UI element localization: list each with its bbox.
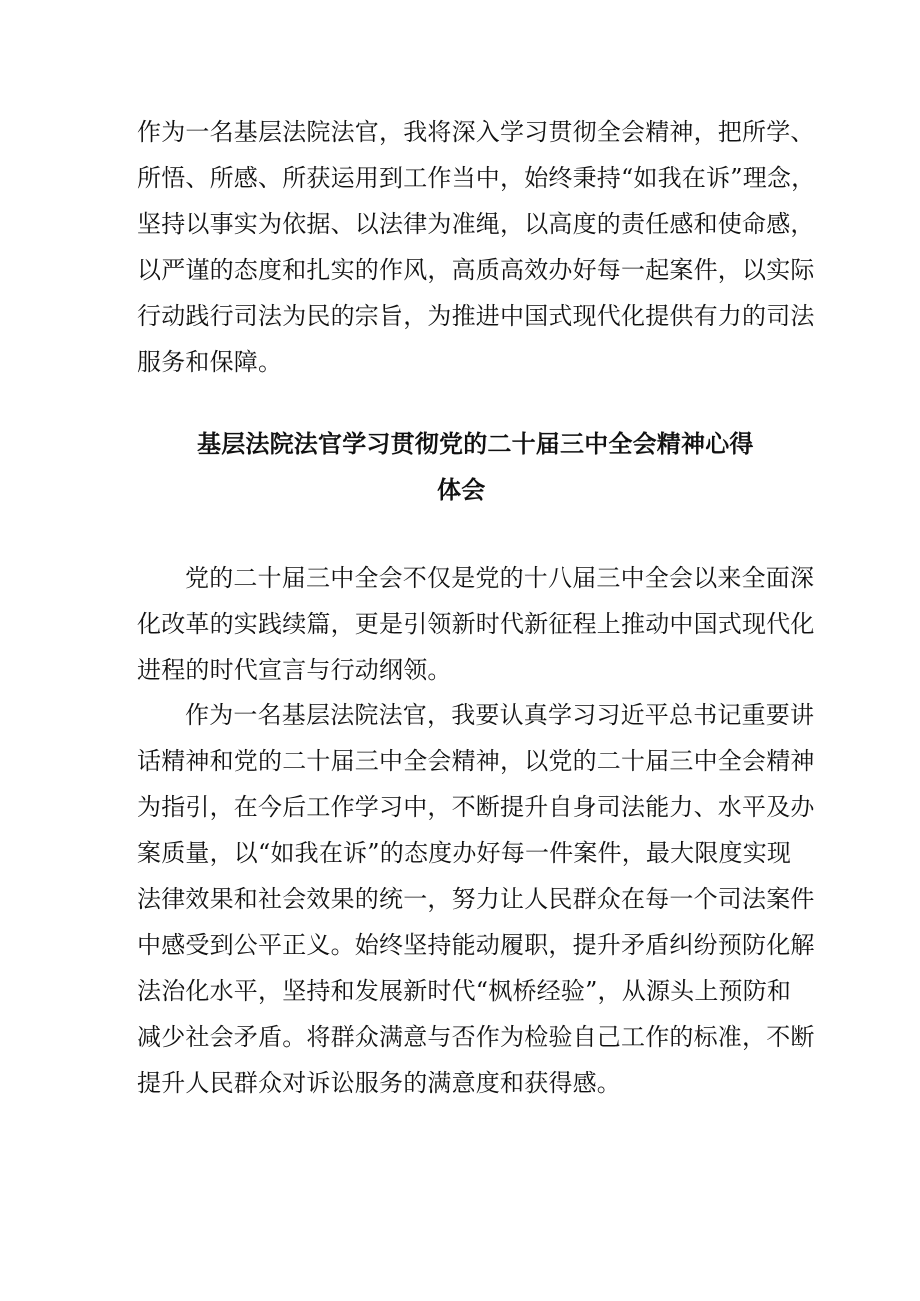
text-line: 中感受到公平正义。始终坚持能动履职，提升矛盾纠纷预防化解: [137, 931, 815, 959]
text-line: 法律效果和社会效果的统一，努力让人民群众在每一个司法案件: [137, 885, 815, 913]
text-line: 以严谨的态度和扎实的作风，高质高效办好每一起案件，以实际: [137, 256, 815, 284]
text-line: 作为一名基层法院法官，我将深入学习贯彻全会精神，把所学、: [137, 118, 815, 146]
text-line: 提升人民群众对诉讼服务的满意度和获得感。: [137, 1069, 621, 1097]
text-line: 坚持以事实为依据、以法律为准绳，以高度的责任感和使命感，: [137, 210, 815, 238]
text-line: 化改革的实践续篇，更是引领新时代新征程上推动中国式现代化: [137, 610, 815, 638]
text-line: 法治化水平，坚持和发展新时代“枫桥经验”，从源头上预防和: [137, 977, 792, 1005]
text-line: 进程的时代宣言与行动纲领。: [137, 656, 452, 684]
title-line-2: 体会: [437, 476, 486, 504]
text-line: 为指引，在今后工作学习中，不断提升自身司法能力、水平及办: [137, 793, 815, 821]
text-line: 服务和保障。: [137, 348, 283, 376]
text-line: 党的二十届三中全会不仅是党的十八届三中全会以来全面深: [185, 564, 815, 592]
text-line: 所悟、所感、所获运用到工作当中，始终秉持“如我在诉”理念，: [137, 164, 816, 192]
text-line: 减少社会矛盾。将群众满意与否作为检验自己工作的标准，不断: [137, 1023, 815, 1051]
text-line: 作为一名基层法院法官，我要认真学习习近平总书记重要讲: [185, 701, 815, 729]
title-line-1: 基层法院法官学习贯彻党的二十届三中全会精神心得: [197, 430, 754, 458]
text-line: 行动践行司法为民的宗旨，为推进中国式现代化提供有力的司法: [137, 302, 815, 330]
text-line: 话精神和党的二十届三中全会精神，以党的二十届三中全会精神: [137, 747, 815, 775]
text-line: 案质量，以“如我在诉”的态度办好每一件案件，最大限度实现: [137, 839, 792, 867]
